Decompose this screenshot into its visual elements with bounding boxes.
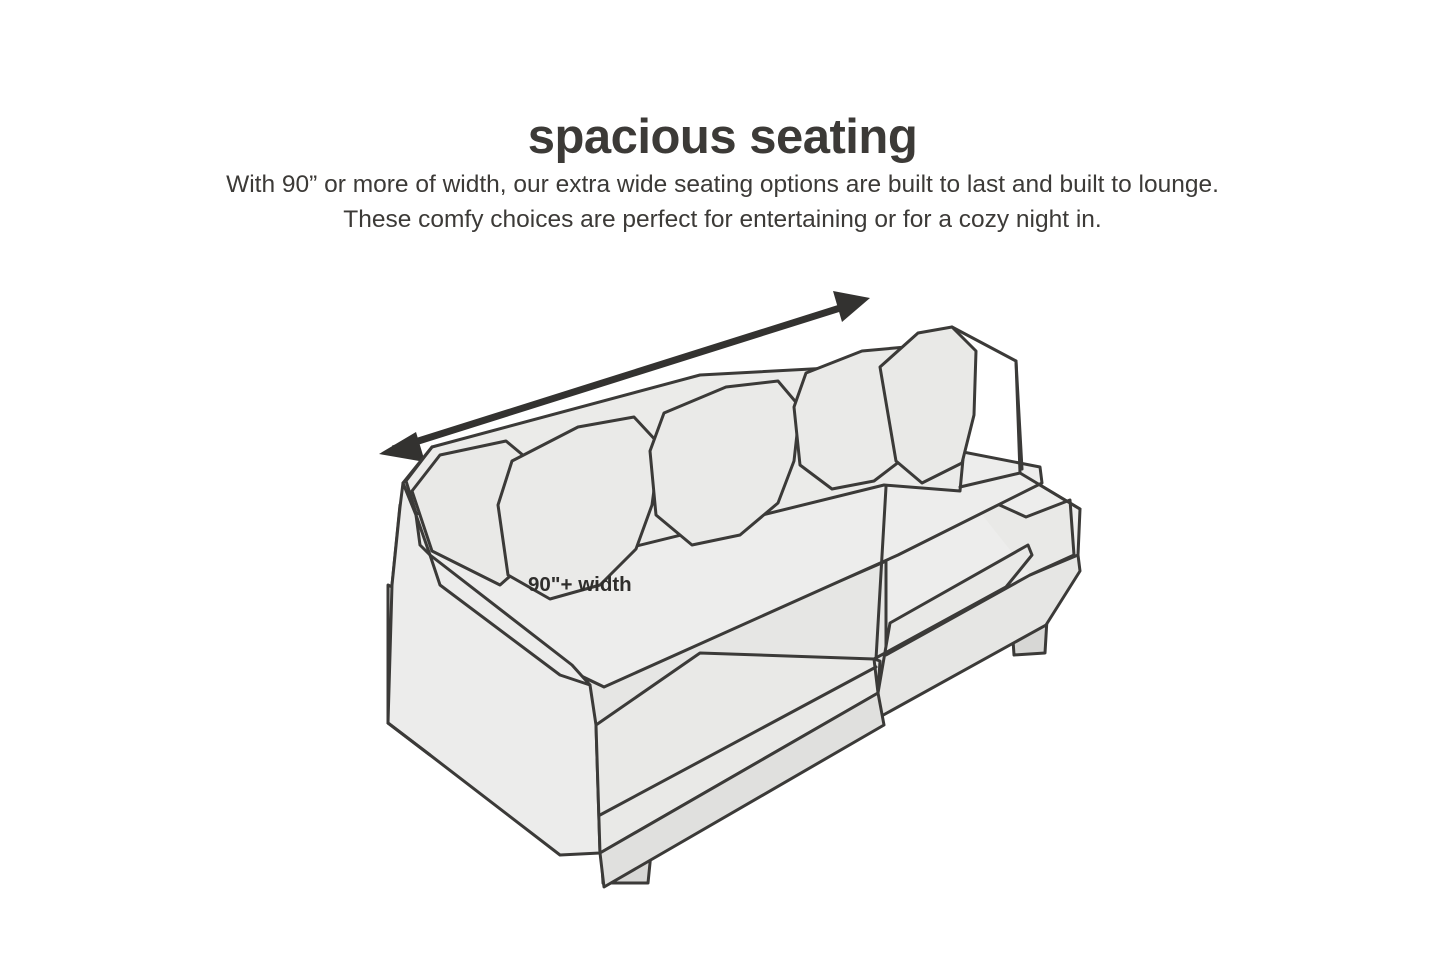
arrow-head-left-icon: [379, 432, 425, 462]
dimension-label: 90"+ width: [528, 573, 632, 596]
description-text: [0, 168, 1445, 238]
description-line-1: With 90” or more of width, our extra wide seating options are built to last and built to lounge.: [226, 171, 1219, 198]
description-line-2: These comfy choices are perfect for entertaining or for a cozy night in.: [343, 205, 1102, 233]
page-title: spacious seating: [527, 109, 918, 164]
arrow-head-right-icon: [833, 291, 870, 322]
sofa-drawing: [388, 327, 1080, 887]
sofa-diagram-svg: [0, 255, 1445, 955]
sofa-illustration: [0, 255, 1445, 955]
